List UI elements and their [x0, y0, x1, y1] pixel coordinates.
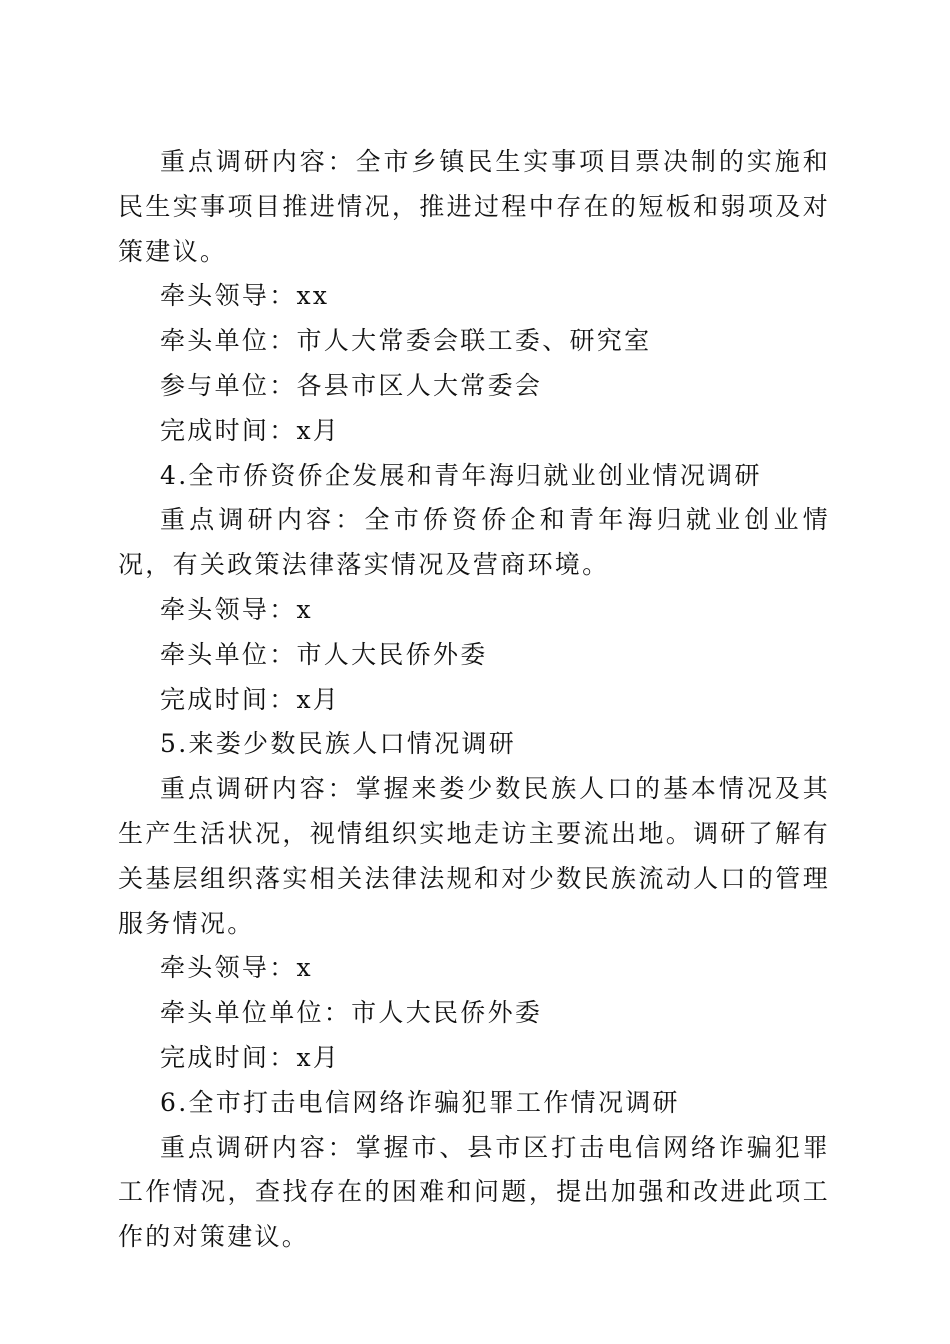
paragraph-lead-unit-4: 牵头单位：市人大民侨外委	[160, 639, 488, 669]
paragraph-research-content-6: 重点调研内容：掌握市、县市区打击电信网络诈骗犯罪工作情况，查找存在的困难和问题，提出加强和改进此项工作的对策建议。	[118, 1132, 830, 1252]
section-heading-5: 5.来娄少数民族人口情况调研	[160, 729, 517, 759]
paragraph-completion-time-1: 完成时间：x月	[160, 415, 341, 445]
paragraph-research-content-4: 重点调研内容：全市侨资侨企和青年海归就业创业情况，有关政策法律落实情况及营商环境。	[118, 505, 830, 580]
paragraph-research-content-5: 重点调研内容：掌握来娄少数民族人口的基本情况及其生产生活状况，视情组织实地走访主要流出地。调研了解有关基层组织落实相关法律法规和对少数民族流动人口的管理服务情况。	[118, 774, 830, 938]
paragraph-research-content-1: 重点调研内容：全市乡镇民生实事项目票决制的实施和民生实事项目推进情况，推进过程中存在的短板和弱项及对策建议。	[118, 147, 830, 266]
section-heading-4: 4.全市侨资侨企发展和青年海归就业创业情况调研	[160, 460, 762, 490]
paragraph-lead-leader-5: 牵头领导：x	[160, 953, 313, 983]
paragraph-lead-leader-4: 牵头领导：x	[160, 594, 313, 624]
document-body	[118, 140, 830, 1260]
section-heading-6: 6.全市打击电信网络诈骗犯罪工作情况调研	[160, 1087, 680, 1117]
paragraph-lead-unit-1: 牵头单位：市人大常委会联工委、研究室	[160, 326, 652, 356]
paragraph-lead-unit-5: 牵头单位单位：市人大民侨外委	[160, 998, 543, 1028]
paragraph-lead-leader-1: 牵头领导：xx	[160, 281, 330, 311]
paragraph-completion-time-5: 完成时间：x月	[160, 1042, 341, 1072]
paragraph-participating-unit-1: 参与单位：各县市区人大常委会	[160, 370, 543, 400]
paragraph-completion-time-4: 完成时间：x月	[160, 684, 341, 714]
